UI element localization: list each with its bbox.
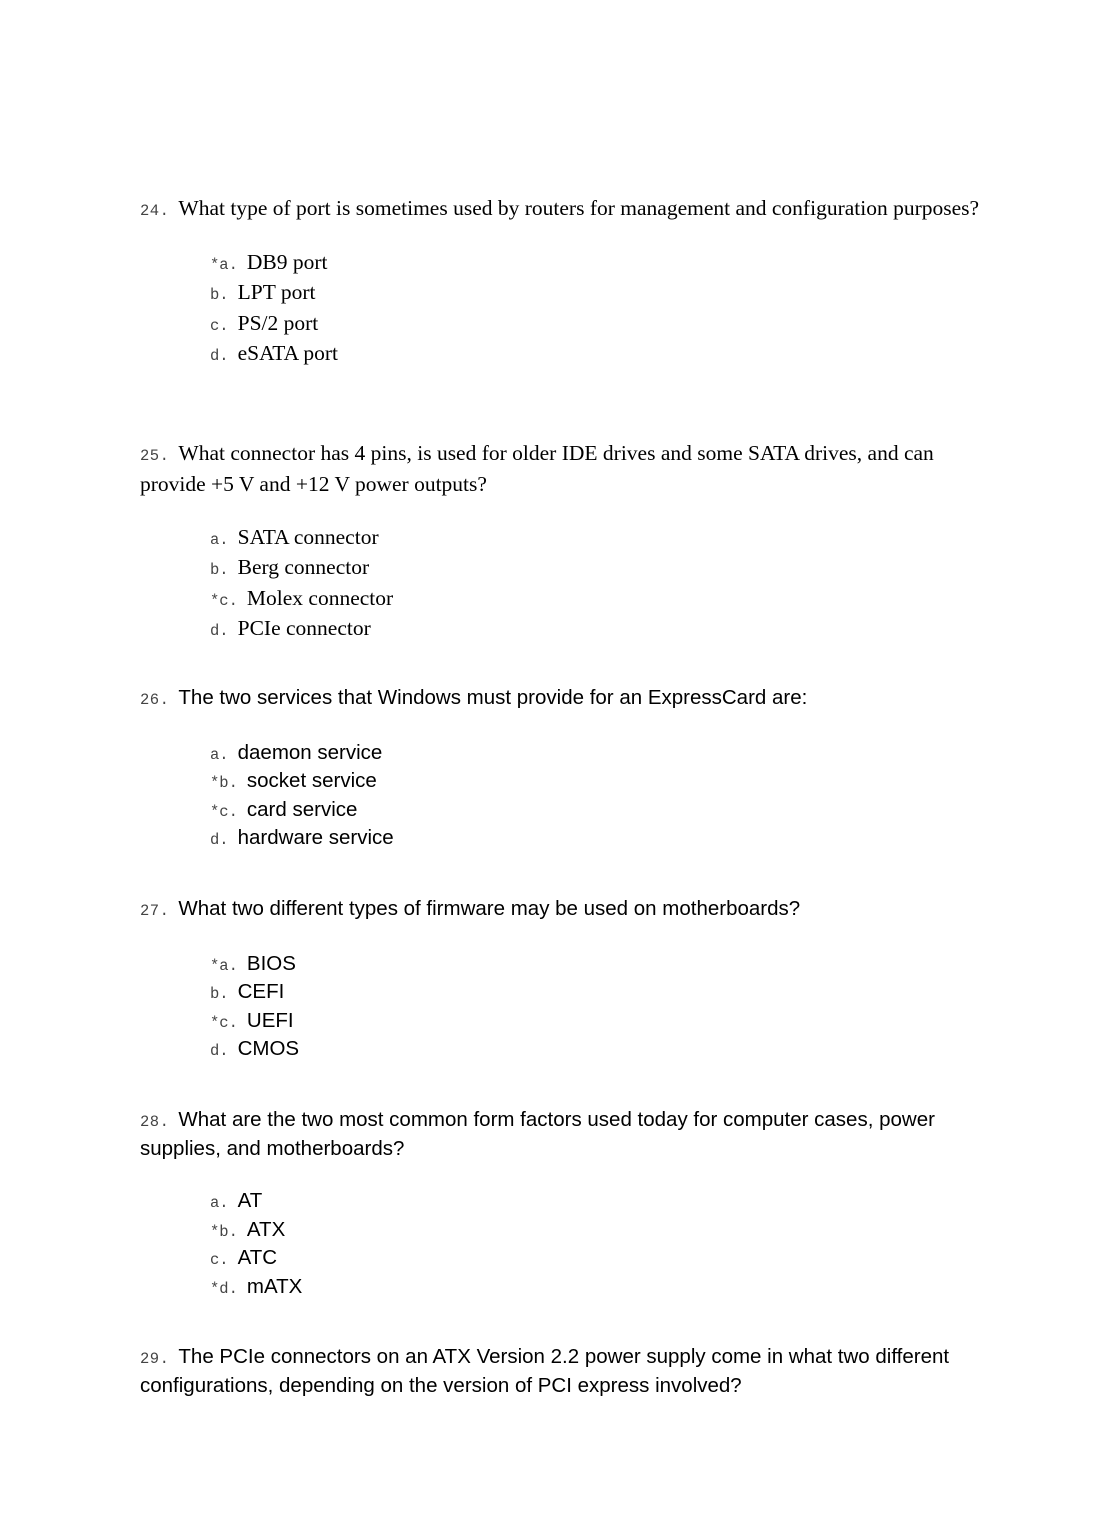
question-body: What type of port is sometimes used by routers for management and configuration purposes? bbox=[178, 196, 980, 220]
option-letter: c. bbox=[210, 316, 229, 335]
option-letter: a. bbox=[210, 531, 229, 549]
answer-option bbox=[210, 310, 1060, 340]
answer-option bbox=[210, 979, 1060, 1008]
option-text: mATX bbox=[246, 1274, 303, 1298]
answer-options bbox=[210, 740, 1060, 854]
option-text: Berg connector bbox=[237, 555, 370, 580]
question-body: What connector has 4 pins, is used for older IDE drives and some SATA drives, and can provide +5 V and +12 V power outputs? bbox=[140, 441, 934, 496]
question-text bbox=[140, 1107, 990, 1162]
option-text: CMOS bbox=[237, 1037, 300, 1060]
question-27 bbox=[140, 896, 990, 1065]
option-letter: *b. bbox=[210, 1222, 238, 1241]
question-body: The PCIe connectors on an ATX Version 2.2 power supply come in what two different configurations, depending on the version of PCI express involved? bbox=[140, 1345, 950, 1397]
answer-option bbox=[210, 340, 1060, 370]
question-text bbox=[140, 194, 990, 225]
option-text: Molex connector bbox=[246, 585, 394, 610]
answer-option bbox=[210, 1036, 1060, 1065]
option-text: PCIe connector bbox=[237, 615, 371, 640]
option-text: CEFI bbox=[237, 980, 285, 1003]
answer-option bbox=[210, 249, 1060, 279]
question-24 bbox=[140, 194, 990, 370]
question-body: What two different types of firmware may be used on motherboards? bbox=[178, 897, 801, 920]
option-letter: c. bbox=[210, 1251, 229, 1269]
option-text: ATX bbox=[246, 1217, 286, 1241]
option-text: ATC bbox=[237, 1246, 278, 1269]
question-26 bbox=[140, 685, 990, 854]
answer-option bbox=[210, 951, 1060, 980]
option-letter: *c. bbox=[210, 802, 238, 821]
question-body: The two services that Windows must provide for an ExpressCard are: bbox=[178, 686, 808, 709]
option-letter: a. bbox=[210, 1194, 229, 1212]
option-text: PS/2 port bbox=[237, 310, 319, 335]
answer-option bbox=[210, 1188, 1060, 1217]
question-text bbox=[140, 439, 990, 498]
option-letter: b. bbox=[210, 286, 229, 305]
option-letter: *c. bbox=[210, 1013, 238, 1032]
option-letter: b. bbox=[210, 985, 229, 1003]
answer-option bbox=[210, 615, 1060, 645]
option-letter: *a. bbox=[210, 956, 238, 975]
option-text: AT bbox=[237, 1189, 263, 1212]
option-letter: b. bbox=[210, 561, 229, 580]
answer-option bbox=[210, 554, 1060, 584]
answer-option bbox=[210, 1008, 1060, 1037]
option-letter: d. bbox=[210, 346, 229, 365]
question-text bbox=[140, 685, 990, 714]
question-28 bbox=[140, 1107, 990, 1302]
question-number: 25. bbox=[140, 447, 170, 465]
question-number: 27. bbox=[140, 902, 170, 920]
option-text: daemon service bbox=[237, 740, 383, 764]
option-text: card service bbox=[246, 797, 358, 821]
answer-option bbox=[210, 1217, 1060, 1246]
answer-option bbox=[210, 740, 1060, 769]
question-number: 24. bbox=[140, 202, 170, 220]
option-text: SATA connector bbox=[237, 525, 379, 549]
option-letter: *d. bbox=[210, 1279, 238, 1298]
option-letter: d. bbox=[210, 831, 229, 849]
answer-option bbox=[210, 825, 1060, 854]
question-number: 29. bbox=[140, 1350, 170, 1368]
option-letter: *b. bbox=[210, 774, 238, 792]
answer-option bbox=[210, 797, 1060, 826]
option-letter: a. bbox=[210, 745, 229, 764]
answer-options bbox=[210, 249, 1060, 370]
question-text bbox=[140, 1344, 990, 1399]
answer-option bbox=[210, 768, 1060, 797]
option-text: BIOS bbox=[246, 951, 296, 975]
question-number: 28. bbox=[140, 1113, 170, 1131]
option-letter: *c. bbox=[210, 591, 238, 610]
question-29 bbox=[140, 1344, 990, 1399]
option-letter: d. bbox=[210, 621, 229, 640]
answer-option bbox=[210, 1245, 1060, 1274]
option-text: eSATA port bbox=[237, 340, 339, 365]
answer-option bbox=[210, 524, 1060, 554]
option-letter: d. bbox=[210, 1042, 229, 1060]
option-text: DB9 port bbox=[246, 250, 328, 274]
answer-options bbox=[210, 524, 1060, 645]
answer-option bbox=[210, 279, 1060, 309]
question-number: 26. bbox=[140, 691, 170, 709]
answer-options bbox=[210, 1188, 1060, 1302]
option-text: UEFI bbox=[246, 1008, 294, 1032]
answer-option bbox=[210, 1274, 1060, 1303]
question-25 bbox=[140, 439, 990, 645]
option-text: LPT port bbox=[237, 280, 316, 305]
question-body: What are the two most common form factors used today for computer cases, power supplies, and motherboards? bbox=[140, 1108, 935, 1160]
answer-options bbox=[210, 951, 1060, 1065]
answer-option bbox=[210, 585, 1060, 615]
option-text: hardware service bbox=[237, 826, 394, 849]
option-letter: *a. bbox=[210, 256, 238, 274]
question-text bbox=[140, 896, 990, 925]
option-text: socket service bbox=[246, 769, 377, 792]
